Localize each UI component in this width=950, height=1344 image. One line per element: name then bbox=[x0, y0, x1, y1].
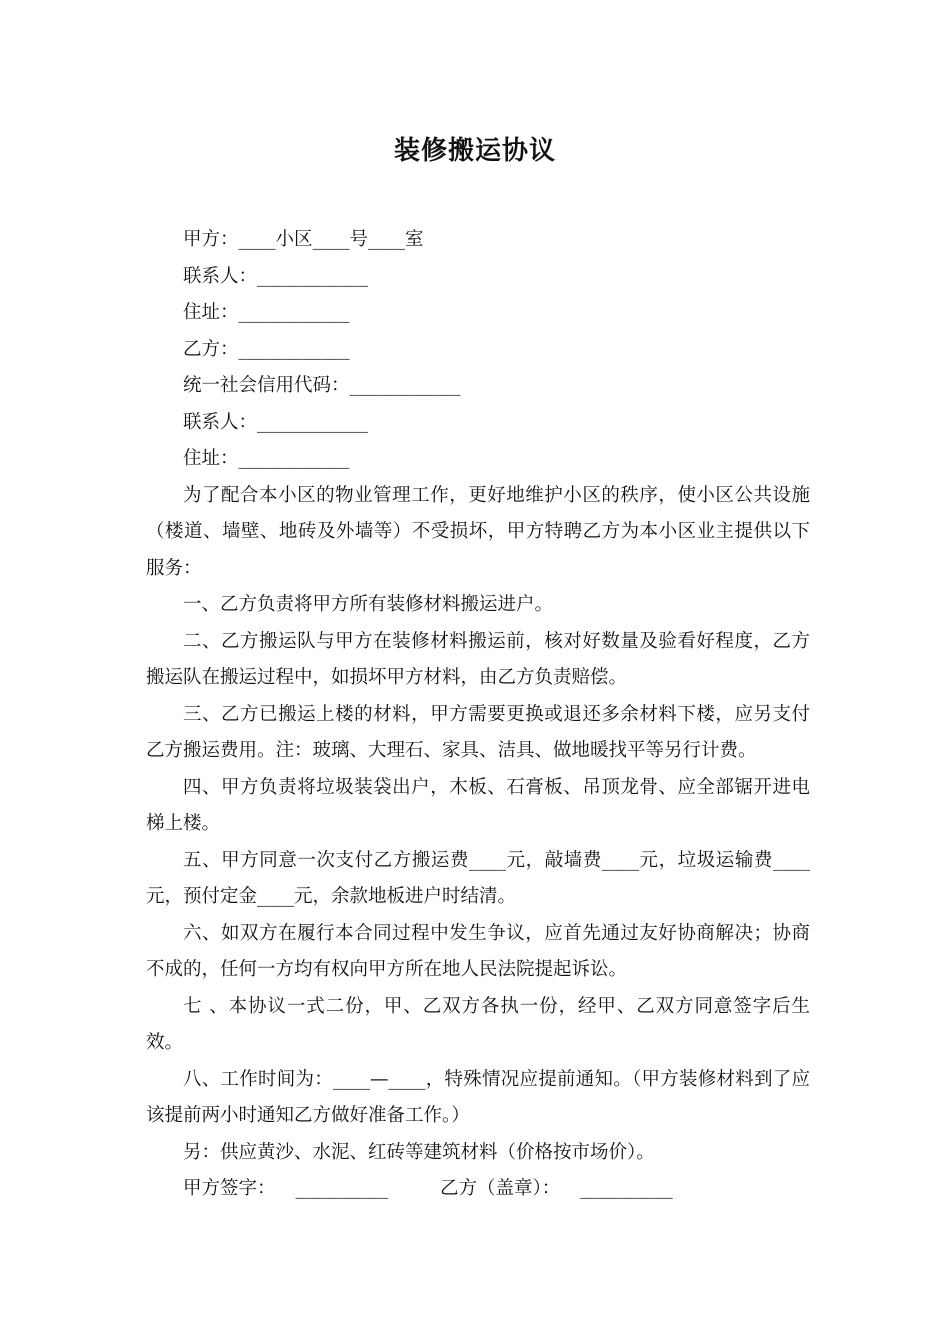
document-body bbox=[146, 222, 810, 1208]
clause-7: 七 、本协议一式二份，甲、乙双方各执一份，经甲、乙双方同意签字后生效。 bbox=[146, 995, 810, 1053]
supply-note: 另：供应黄沙、水泥、红砖等建筑材料（价格按市场价）。 bbox=[183, 1141, 655, 1163]
party-b-line: 乙方：____________ bbox=[183, 338, 350, 360]
document-title: 装修搬运协议 bbox=[393, 136, 556, 166]
party-b-residence-line: 住址：____________ bbox=[183, 448, 350, 469]
party-b-seal-blank: __________ bbox=[580, 1178, 673, 1199]
party-b-seal-label: 乙方（盖章）： bbox=[440, 1178, 561, 1199]
party-b-contact-line: 联系人：____________ bbox=[183, 411, 369, 433]
clause-5: 五、甲方同意一次支付乙方搬运费____元，敲墙费____元，垃圾运输费____元，预付定金____元，余款地板进户时结清。 bbox=[146, 849, 810, 907]
clause-8: 八、工作时间为：____—____，特殊情况应提前通知。（甲方装修材料到了应该提前两小时通知乙方做好准备工作。） bbox=[146, 1068, 810, 1126]
party-b-credit-code-line: 统一社会信用代码：____________ bbox=[183, 375, 461, 396]
party-a-contact-line: 联系人：____________ bbox=[183, 265, 369, 287]
clause-1: 一、乙方负责将甲方所有装修材料搬运进户。 bbox=[183, 594, 554, 615]
clause-3: 三、乙方已搬运上楼的材料，甲方需要更换或退还多余材料下楼，应另支付乙方搬运费用。注：玻璃、大理石、家具、洁具、做地暖找平等另行计费。 bbox=[146, 703, 810, 761]
party-a-signature-label: 甲方签字： bbox=[183, 1178, 276, 1199]
party-a-residence-line: 住址：____________ bbox=[183, 302, 350, 323]
party-a-address-line: 甲方：____小区____号____室 bbox=[183, 229, 424, 250]
intro-paragraph: 为了配合本小区的物业管理工作，更好地维护小区的秩序，使小区公共设施（楼道、墙壁、地砖及外墙等）不受损坏，甲方特聘乙方为本小区业主提供以下服务： bbox=[146, 484, 810, 579]
clause-2: 二、乙方搬运队与甲方在装修材料搬运前，核对好数量及验看好程度，乙方搬运队在搬运过程中，如损坏甲方材料，由乙方负责赔偿。 bbox=[146, 630, 810, 688]
signature-row bbox=[146, 1171, 810, 1208]
party-a-signature-blank: __________ bbox=[295, 1178, 389, 1199]
clause-4: 四、甲方负责将垃圾装袋出户，木板、石膏板、吊顶龙骨、应全部锯开进电梯上楼。 bbox=[146, 776, 810, 834]
clause-6: 六、如双方在履行本合同过程中发生争议，应首先通过友好协商解决；协商不成的，任何一方均有权向甲方所在地人民法院提起诉讼。 bbox=[146, 922, 810, 980]
